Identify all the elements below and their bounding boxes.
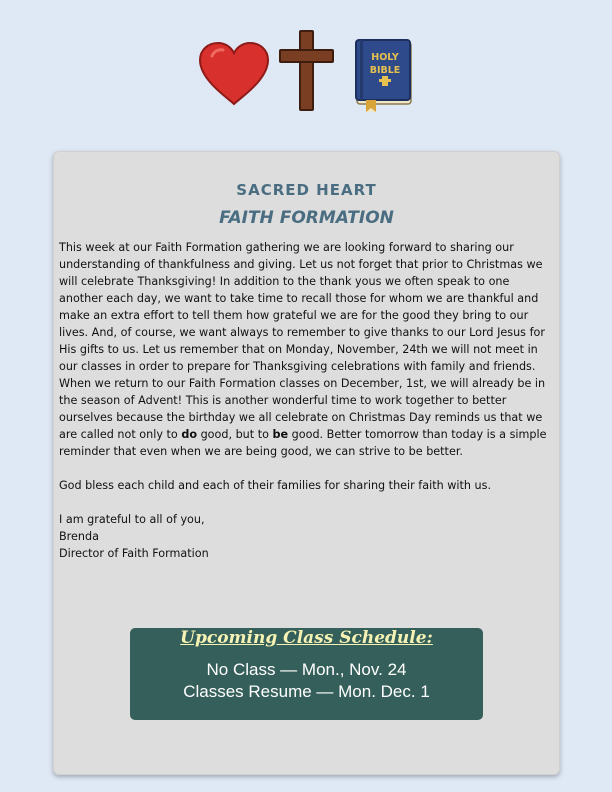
- org-name: SACRED HEART: [236, 181, 377, 199]
- bible-icon: [354, 38, 414, 114]
- schedule-line-resume: Classes Resume — Mon. Dec. 1: [183, 682, 430, 701]
- heart-icon: [198, 42, 270, 106]
- letter-paragraph-1: This week at our Faith Formation gathering we are looking forward to sharing our understanding of thankfulness and giving. Let us not forget that prior to Christmas we will celebrate Thanksgiving! In addition to the thank yous we often speak to one another each day, we want to take time to recall those for whom we are thankful and make an extra effort to tell them how grateful we are for the good they bring to our lives. And, of course, we want always to remember to give thanks to our Lord Jesus for His gifts to us. Let us remember that on Monday, November, 24th we will not meet in our classes in order to prepare for Thanksgiving celebrations with family and friends. When we return to our Faith Formation classes on December, 1st, we will already be in the season of Advent! This is another wonderful time to work together to better ourselves because the birthday we all celebrate on Christmas Day reminds us that we are called not only to do good, but to be good. Better tomorrow than today is a simple reminder that even when we are being good, we can strive to be better.: [59, 241, 547, 458]
- icon-row: [0, 28, 612, 114]
- signature-name: Brenda: [59, 530, 99, 543]
- schedule-title: Upcoming Class Schedule:: [180, 628, 433, 648]
- signature-title: Director of Faith Formation: [59, 547, 209, 560]
- newsletter-card: [53, 151, 560, 775]
- letter-body: [59, 239, 555, 562]
- cross-icon: [279, 30, 335, 112]
- svg-text:BIBLE: BIBLE: [369, 65, 401, 76]
- schedule-line-no-class: No Class — Mon., Nov. 24: [206, 660, 407, 679]
- bible-cover-text: HOLY: [371, 52, 399, 63]
- program-name: FAITH FORMATION: [219, 208, 394, 228]
- class-schedule-box: [130, 628, 483, 720]
- letter-closing: I am grateful to all of you,: [59, 513, 205, 526]
- letter-paragraph-2: God bless each child and each of their families for sharing their faith with us.: [59, 479, 492, 492]
